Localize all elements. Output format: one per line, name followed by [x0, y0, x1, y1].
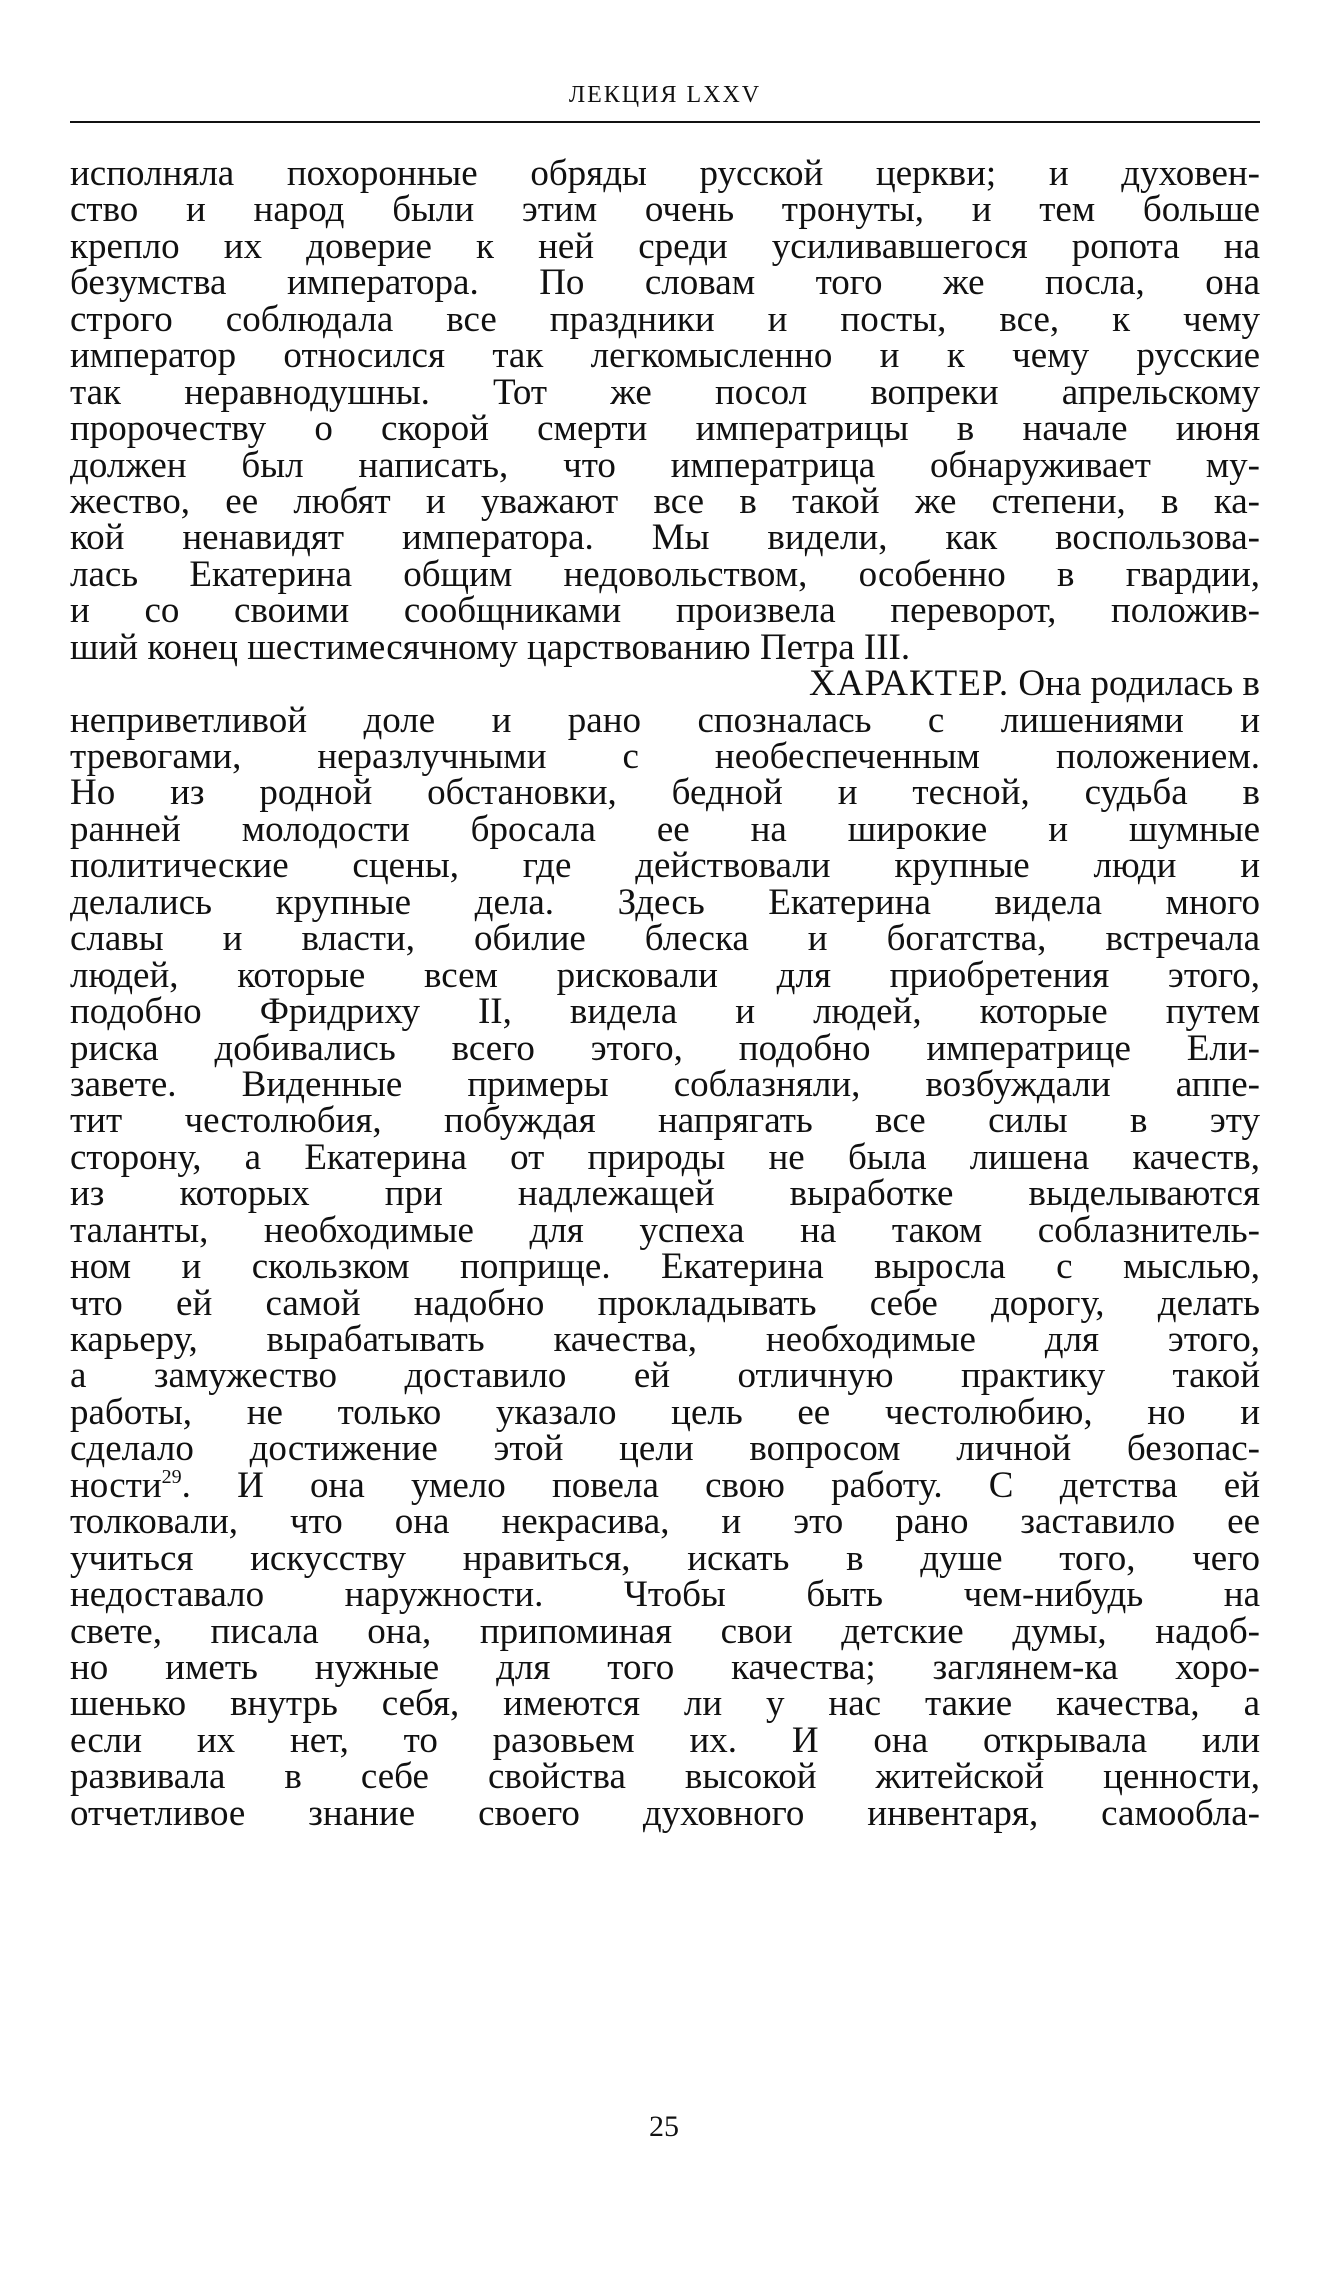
page-number: 25: [649, 2110, 679, 2143]
text-line: должен был написать, что императрица обнаруживает му-: [70, 444, 1260, 486]
text-line: но иметь нужные для того качества; заглянем-ка хоро-: [70, 1646, 1260, 1688]
footnote-text-line: [70, 1464, 1260, 1506]
text-line: славы и власти, обилие блеска и богатства, встречала: [70, 918, 1260, 960]
text-line: карьеру, вырабатывать качества, необходимые для этого,: [70, 1319, 1260, 1360]
text-line: император относился так легкомысленно и к чему русские: [70, 335, 1260, 377]
section-heading: ХАРАКТЕР.: [809, 663, 1010, 705]
header-rule: [70, 121, 1260, 123]
text-line: ранней молодости бросала ее на широкие и шумные: [70, 808, 1260, 850]
text-line: делались крупные дела. Здесь Екатерина видела много: [70, 881, 1260, 923]
text-line: толковали, что она некрасива, и это рано заставило ее: [70, 1501, 1260, 1543]
text-line: кой ненавидят императора. Мы видели, как воспользова-: [70, 517, 1260, 559]
text-line: что ей самой надобно прокладывать себе дорогу, делать: [70, 1282, 1260, 1324]
text-line: так неравнодушны. Тот же посол вопреки апрельскому: [70, 371, 1260, 413]
text-line: ший конец шестимесячному царствованию Петра III.: [70, 626, 911, 668]
text-line: развивала в себе свойства высокой житейской ценности,: [70, 1756, 1260, 1798]
text-line: лась Екатерина общим недовольством, особенно в гвардии,: [70, 553, 1260, 595]
text-line: сделало достижение этой цели вопросом личной безопас-: [70, 1428, 1260, 1470]
text-line: работы, не только указало цель ее честолюбию, но и: [70, 1391, 1260, 1433]
text-line: Но из родной обстановки, бедной и тесной, судьба в: [70, 772, 1260, 814]
text-line: ство и народ были этим очень тронуты, и тем больше: [70, 189, 1260, 231]
text-line: тит честолюбия, побуждая напрягать все силы в эту: [70, 1100, 1260, 1142]
text-line: ном и скользком поприще. Екатерина выросла с мыслью,: [70, 1246, 1260, 1288]
text-line: и со своими сообщниками произвела переворот, положив-: [70, 590, 1260, 632]
footnote-line-start: ности: [70, 1464, 162, 1506]
section-heading-line: [70, 663, 1260, 705]
text-line: пророчеству о скорой смерти императрицы в начале июня: [70, 408, 1260, 450]
text-line: если их нет, то разовьем их. И она открывала или: [70, 1719, 1260, 1761]
text-line: свете, писала она, припоминая свои детские думы, надоб-: [70, 1610, 1260, 1652]
footnote-line-rest: . И она умело повела свою работу. С детства ей: [181, 1464, 1260, 1506]
text-line: шенько внутрь себя, имеются ли у нас такие качества, а: [70, 1683, 1260, 1725]
text-line: неприветливой доле и рано спозналась с лишениями и: [70, 699, 1260, 741]
text-line: тревогами, неразлучными с необеспеченным положением.: [70, 736, 1260, 777]
text-line: сторону, а Екатерина от природы не была лишена качеств,: [70, 1136, 1260, 1178]
text-line: недоставало наружности. Чтобы быть чем-нибудь на: [70, 1574, 1260, 1616]
text-line: исполняла похоронные обряды русской церкви; и духовен-: [70, 153, 1260, 194]
text-line: политические сцены, где действовали крупные люди и: [70, 845, 1260, 887]
text-line: а замужество доставило ей отличную практику такой: [70, 1355, 1260, 1397]
text-line: завете. Виденные примеры соблазняли, возбуждали аппе-: [70, 1063, 1260, 1105]
text-line: таланты, необходимые для успеха на таком соблазнитель-: [70, 1209, 1260, 1251]
footnote-marker[interactable]: 29: [161, 1465, 182, 1488]
heading-line-text: Она родилась в: [1018, 663, 1260, 705]
text-line: жество, ее любят и уважают все в такой же степени, в ка-: [70, 480, 1260, 522]
running-head: ЛЕКЦИЯ LXXV: [568, 82, 762, 108]
text-line: безумства императора. По словам того же посла, она: [70, 262, 1260, 304]
text-line: строго соблюдала все праздники и посты, все, к чему: [70, 298, 1260, 340]
text-line: учиться искусству нравиться, искать в душе того, чего: [70, 1537, 1260, 1579]
body-text: [70, 153, 1260, 1834]
text-line: людей, которые всем рисковали для приобретения этого,: [70, 954, 1260, 996]
text-line: риска добивались всего этого, подобно императрице Ели-: [70, 1027, 1260, 1069]
text-line: крепло их доверие к ней среди усиливавшегося ропота на: [70, 225, 1260, 267]
text-line: подобно Фридриху II, видела и людей, которые путем: [70, 991, 1260, 1033]
text-line: отчетливое знание своего духовного инвентаря, самообла-: [70, 1792, 1260, 1834]
text-line: из которых при надлежащей выработке выделываются: [70, 1173, 1260, 1215]
